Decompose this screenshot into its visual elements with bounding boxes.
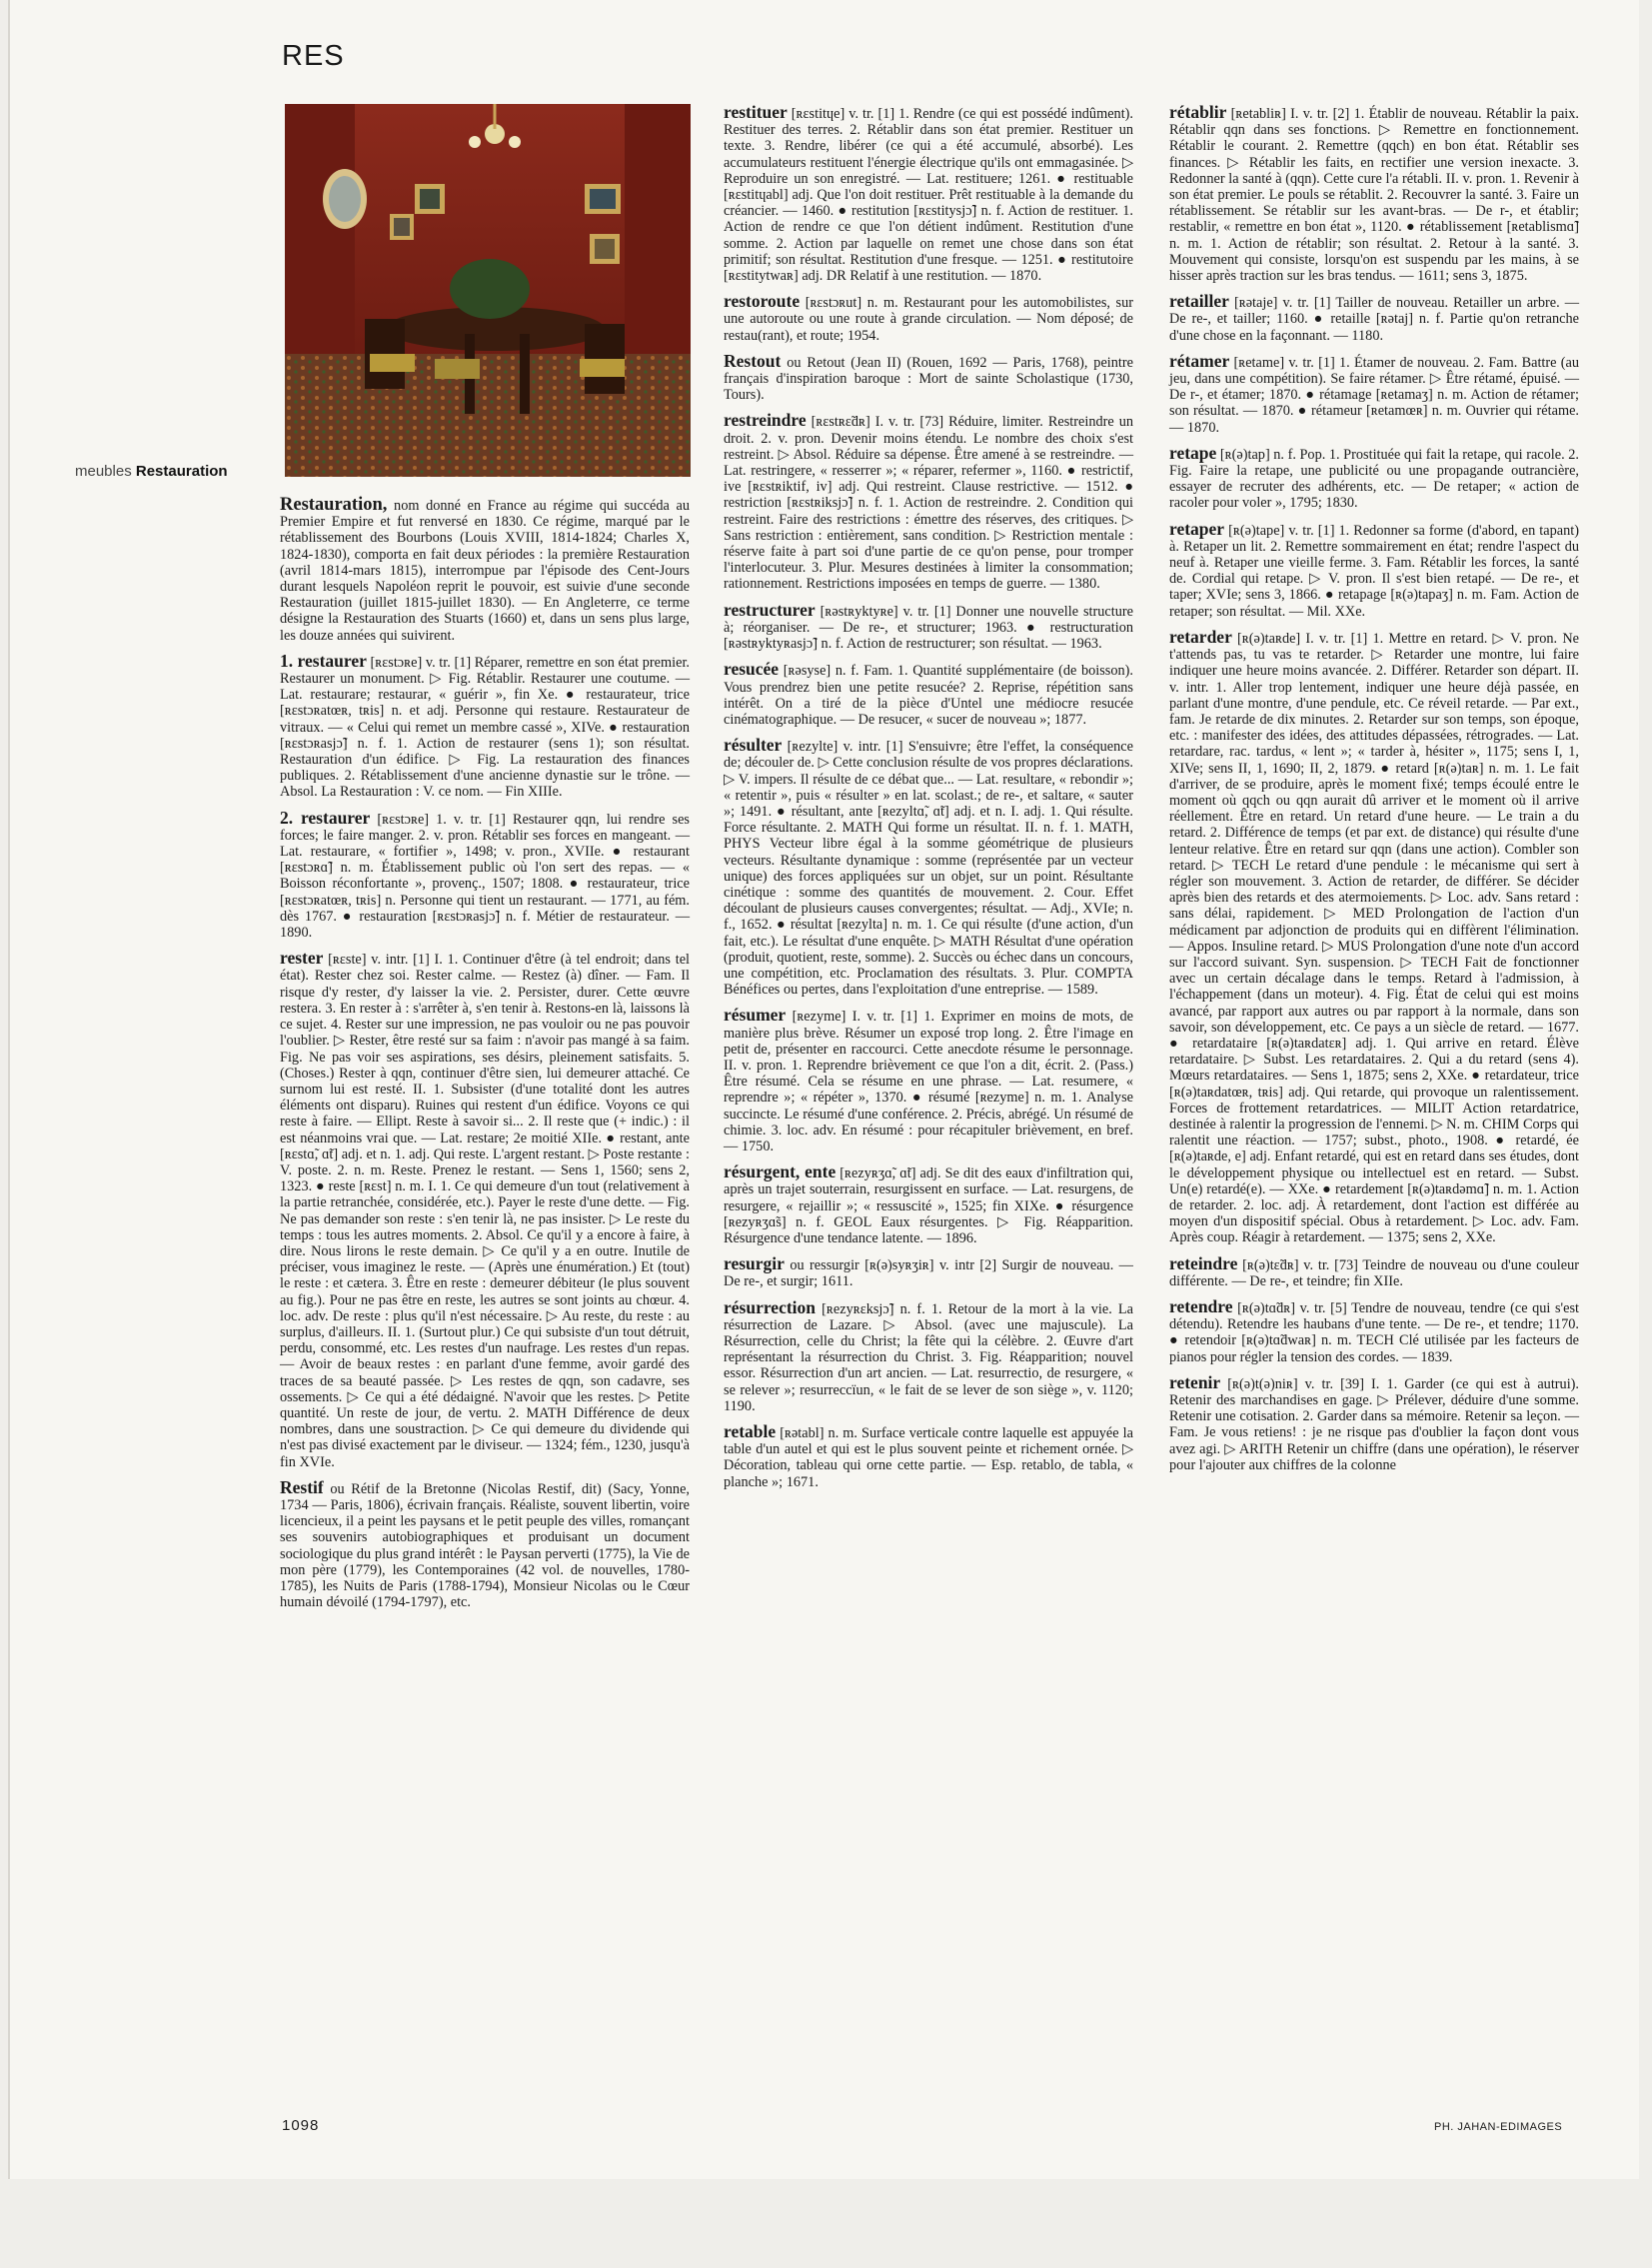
entry-definition: [ʀɛstɔʀut] n. m. Restaurant pour les automobilistes, sur une autoroute ou une route à grande circulation. — Nom déposé; de restau(rant), et route; 1954. bbox=[724, 295, 1133, 344]
entry-definition: [ʀ(ə)tap] n. f. Pop. 1. Prostituée qui fait la retape, qui racole. 2. Fig. Faire la retape, une publicité ou une propagande outrancière, essayer de recruter des adhérents, etc. — De retaper; « action de racoler pour voler », 1795; 1830. bbox=[1169, 446, 1579, 512]
entry-headword: restoroute bbox=[724, 291, 801, 312]
entry-headword: retendre bbox=[1169, 1296, 1233, 1317]
entry-headword: résulter bbox=[724, 735, 783, 756]
dictionary-entry bbox=[724, 293, 1133, 344]
entry-headword: Restout bbox=[724, 350, 782, 371]
entry-headword: resucée bbox=[724, 659, 780, 680]
dictionary-entry bbox=[1169, 518, 1579, 620]
entry-headword: Restif bbox=[280, 1476, 324, 1497]
dictionary-page bbox=[8, 0, 1639, 2179]
entry-headword: 1. restaurer bbox=[280, 650, 367, 671]
entry-headword: reteindre bbox=[1169, 1252, 1238, 1273]
dictionary-entry bbox=[1169, 1252, 1580, 1289]
entry-definition: [ʀ(ə)tape] v. tr. [1] 1. Redonner sa forme (d'abord, en tapant) à. Retaper un lit. 2. Remettre sommairement en état; rendre l'aspect du neuf à. Retaper une vieille ferme. 3. Fam. Rétablir les forces, la santé de. Cordial qui retape. ▷ V. pron. Il s'est bien retapé. — De re-, et taper; XVIe; sens 3, 1866. ● retapage [ʀ(ə)tapaʒ] n. m. Fam. Action de retaper; son résultat. — Mil. XXe. bbox=[1169, 522, 1579, 620]
dictionary-entry bbox=[724, 1163, 1133, 1246]
entry-headword: restreindre bbox=[724, 410, 807, 431]
column-1 bbox=[280, 497, 690, 1619]
entry-definition: [ʀezyʀʒɑ̃, ɑ̃t] adj. Se dit des eaux d'infiltration qui, après un trajet souterrain, resurgissent en surface. — Lat. resurgens, de resurgere, « rejaillir »; « ressuscité », 1525; fin XIXe. ● résurgence [ʀezyʀʒɑ̃s] n. f. GEOL Eaux résurgentes. ▷ Fig. Réapparition. Résurgence d'une tendance latente. — 1896. bbox=[724, 1165, 1133, 1246]
entry-definition: [ʀ(ə)t(ə)niʀ] v. tr. [39] I. 1. Garder (ce qui est à autrui). Retenir des marchandises en gage. ▷ Prélever, déduire d'une somme. Retenir une cotisation. 2. Garder dans sa mémoire. Retenir sa leçon. — Fam. Je vous retiens! : je ne risque pas d'oublier la façon dont vous avez agi. ▷ ARITH Retenir un chiffre (dans une opération), le réserver pour l'ajouter aux chiffres de la colonne bbox=[1169, 1375, 1580, 1473]
entry-definition: [ʀɛstɔʀe] 1. v. tr. [1] Restaurer qqn, lui rendre ses forces; le faire manger. 2. v. pron. Rétablir ses forces en mangeant. — Lat. restaurare, « fortifier », 1498; v. pron., XVIIe. ● restaurant [ʀɛstɔʀɑ̃] n. m. Établissement public où l'on sert des repas. — « Boisson réconfortante », provenç., 1507; 1808. ● restaurateur, trice [ʀɛstɔʀatœʀ, tʀis] n. Personne qui tient un restaurant. — 1771, au fém. dès 1767. ● restauration [ʀɛstɔʀasjɔ̃] n. f. Métier de restaurateur. — 1890. bbox=[280, 811, 690, 942]
entry-headword: retable bbox=[724, 1421, 777, 1442]
dictionary-entry bbox=[724, 737, 1133, 998]
entry-headword: 2. restaurer bbox=[280, 807, 371, 828]
entry-headword: rétablir bbox=[1169, 102, 1227, 122]
entry-definition: [ʀɛstʀɛ̃dʀ] I. v. tr. [73] Réduire, limiter. Restreindre un droit. 2. v. pron. Devenir moins étendu. Le nombre des choix s'est restreint. ▷ Absol. Réduire sa dépense. Être amené à se restreindre. — Lat. restringere, « resserrer »; « réparer, refermer », 1160. ● restrictif, ive [ʀɛstʀiktif, iv] adj. Qui restreint. Clause restrictive. — 1512. ● restriction [ʀɛstʀiksjɔ̃] n. f. 1. Action de restreindre. 2. Condition qui restreint. Faire des restrictions : émettre des réserves, des critiques. ▷ Sans restriction : entièrement, sans condition. ▷ Restriction mentale : réserve faite à part soi d'une partie de ce qu'on pense, pour tromper l'interlocuteur. 3. Plur. Mesures destinées à limiter la consommation; rationnement. Restrictions imposées en temps de guerre. — 1380. bbox=[724, 414, 1133, 593]
caption-term: Restauration bbox=[135, 463, 228, 480]
dictionary-entry bbox=[1169, 350, 1579, 436]
entry-definition: [ʀezylte] v. intr. [1] S'ensuivre; être l'effet, la conséquence de; découler de. ▷ Cette conclusion résulte de vos propres déclarations. ▷ V. impers. Il résulte de ce débat que... — Lat. resultare, « rebondir »; « retentir », puis « résulter » en lat. scolast.; de re-, et saltare, « sauter »; 1491. ● résultant, ante [ʀezyltɑ̃, ɑ̃t] adj. et n. I. adj. 1. Qui résulte. Force résultante. 2. MATH Qui forme un résultat. II. n. f. 1. MATH, PHYS Vecteur libre égal à la somme géométrique de plusieurs vecteurs. Résultante dynamique : somme (représentée par un vecteur unique) des forces appliquées sur un objet, sur un point. Résultante cinétique : somme des quantités de mouvement. 2. Cour. Effet découlant de plusieurs causes convergentes; résultat. — Adj., XVIe; n. f., 1652. ● résultat [ʀezylta] n. m. 1. Ce qui résulte (d'une action, d'un fait, etc.). Le résultat d'une enquête. ▷ MATH Résultat d'une opération (produit, quotient, reste, somme). 2. Succès ou échec dans un concours, une compétition, etc. Proclamation des résultats. 3. Plur. COMPTA Bénéfices ou pertes, dans l'exploitation d'une entreprise. — 1589. bbox=[724, 739, 1133, 999]
dictionary-entry bbox=[280, 1476, 690, 1611]
dictionary-entry bbox=[724, 412, 1133, 592]
entry-definition: [ʀ(ə)tɛ̃dʀ] v. tr. [73] Teindre de nouveau ou d'une couleur différente. — De re-, et teindre; fin XIIe. bbox=[1169, 1256, 1580, 1289]
entry-headword: retaper bbox=[1169, 518, 1225, 539]
entry-definition: [ʀezyʀɛksjɔ̃] n. f. 1. Retour de la mort à la vie. La résurrection de Lazare. ▷ Absol. (avec une majuscule). La Résurrection, celle du Christ; la fête qui la célèbre. 2. Œuvre d'art représentant la résurrection du Christ. 3. Fig. Réapparition; nouvel essor. Résurrection d'un art ancien. — Lat. resurrectio, de resurgere, « se relever »; resurreccïun, « le fait de se lever de son siège », v. 1120; 1190. bbox=[724, 1300, 1134, 1414]
entry-headword: retarder bbox=[1169, 626, 1232, 647]
dictionary-entry bbox=[280, 497, 690, 644]
dictionary-entry bbox=[724, 1296, 1134, 1414]
dictionary-entry bbox=[280, 650, 691, 801]
entry-definition: ou Retout (Jean II) (Rouen, 1692 — Paris, 1768), peintre français d'inspiration baroque : Mort de sainte Scholastique (1730, Tours). bbox=[724, 354, 1133, 404]
entry-headword: résurrection bbox=[724, 1296, 817, 1317]
photo-caption bbox=[75, 463, 228, 480]
caption-prefix: meubles bbox=[75, 463, 132, 480]
dictionary-entry bbox=[724, 1423, 1133, 1490]
entry-definition: nom donné en France au régime qui succéda au Premier Empire et fut renversé en 1830. Ce régime, marqué par le rétablissement des Bourbons (Louis XVIII, 1814-1824; Charles X, 1824-1830), comporta en fait deux périodes : la première Restauration (avril 1814-mars 1815), interrompue par l'épisode des Cent-Jours durant lesquels Napoléon reprit le pouvoir, est suivie d'une seconde Restauration (juillet 1815-juillet 1830). — En Angleterre, ce terme désigne la Restauration des Stuarts (1660) et, dans un sens plus large, les douze années qui suivirent. bbox=[280, 498, 690, 644]
dictionary-entry bbox=[724, 104, 1133, 284]
entry-headword: retailler bbox=[1169, 291, 1229, 312]
entry-headword: retenir bbox=[1169, 1371, 1221, 1392]
dictionary-entry bbox=[1169, 442, 1579, 512]
entry-definition: [ʀəsyse] n. f. Fam. 1. Quantité supplémentaire (de boisson). Vous prendrez bien une petite resucée? 2. Reprise, répétition sans intérêt. On a tiré de la pièce d'Untel une médiocre resucée cinématographique. — De resucer, « sucer de nouveau »; 1877. bbox=[724, 663, 1133, 728]
entry-definition: [ʀɛste] v. intr. [1] I. 1. Continuer d'être (à tel endroit; dans tel état). Rester chez soi. Rester calme. — Restez (à) dîner. — Fam. Il risque d'y rester, d'y laisser la vie. 2. Persister, durer. Cette œuvre restera. 3. En rester à : s'arrêter à, s'en tenir à. Restons-en là, laissons là ce sujet. 4. Rester sur une impression, ne pas vouloir ou ne pas pouvoir l'oublier. ▷ Rester, être resté sur sa faim : n'avoir pas mangé à sa faim. Fig. Ne pas voir ses aspirations, ses désirs, pleinement satisfaits. 5. (Choses.) Rester à qqn, continuer d'être sien, lui demeurer attaché. Ce surnom lui est resté. II. 1. Subsister (d'une totalité dont les autres éléments ont disparu). Ruines qui restent d'un édifice. Voyons ce qui reste à faire. — Ellipt. Reste à savoir si... 2. Il reste que (+ indic.) : il est néanmoins vrai que. — Lat. restare; 2e moitié XIIe. ● restant, ante [ʀɛstɑ̃, ɑ̃t] adj. et n. 1. adj. Qui reste. L'argent restant. ▷ Poste restante : V. poste. 2. n. m. Reste. Prenez le restant. — Sens 1, 1560; sens 2, 1323. ● reste [ʀɛst] n. m. I. 1. Ce qui demeure d'un tout (relativement à la partie retranchée, considérée, etc.). Payer le reste d'une dette. — Fig. Ne pas demander son reste : s'en tenir là, ne pas insister. ▷ Le reste du temps : tous les autres moments. 2. Absol. Ce qu'il y a encore à faire, à dire. Nous lirons le reste demain. ▷ Ce qu'il y a en outre. Inutile de préciser, vous imaginez le reste. — (Après une énumération.) Et (tout) le reste : et cætera. 3. Être en reste : demeurer débiteur (le plus souvent au fig.). Pour ne pas être en reste, les autres se sont joints au chœur. 4. loc. adv. De reste : plus qu'il n'est nécessaire. ▷ Au reste, du reste : au surplus, d'ailleurs. II. 1. (Surtout plur.) Ce qui subsiste d'un tout détruit, perdu, consommé, etc. Les restes d'un naufrage. Les restes d'un repas. — Avoir de beaux restes : en parlant d'une femme, avoir gardé des traces de sa beauté passée. ▷ Les restes de qqn, son cadavre, ses ossements. ▷ Ce qui a été dédaigné. N'avoir que les restes. ▷ Petite quantité. Un reste de jour, de vertu. 2. MATH Différence de deux nombres, dans une soustraction. ▷ Ce qui demeure du dividende qui n'est pas divisé exactement par le diviseur. — 1324; fém., 1230, jusqu'à fin XVIe. bbox=[280, 952, 691, 1470]
entry-definition: [ʀɛstitɥe] v. tr. [1] 1. Rendre (ce qui est possédé indûment). Restituer des terres. 2. Rétablir dans son état premier. Restituer un texte. 3. Rendre, libérer (ce qui a été accumulé, absorbé). Les accumulateurs restituent l'énergie électrique qu'ils ont emmagasinée. ▷ Reproduire un son enregistré. — Lat. restituere; 1261. ● restituable [ʀɛstitɥabl] adj. Que l'on doit restituer. Prêt restituable à la demande du créancier. — 1460. ● restitution [ʀɛstitysjɔ̃] n. f. Action de restituer. 1. Action de rendre ce que l'on détient indûment. Restitution d'une somme. 2. Action par laquelle on remet une chose dans son état primitif; son résultat. Restitution d'une fresque. — 1251. ● restitutoire [ʀɛstitytwaʀ] adj. DR Relatif à une restitution. — 1870. bbox=[724, 106, 1134, 285]
entry-headword: restructurer bbox=[724, 599, 816, 620]
dictionary-entry bbox=[724, 1255, 1133, 1289]
entry-headword: résumer bbox=[724, 1005, 787, 1026]
entry-definition: [ʀetame] v. tr. [1] 1. Étamer de nouveau. 2. Fam. Battre (au jeu, dans une compétition). Se faire rétamer. ▷ Être rétamé, épuisé. — De r-, et étamer; 1870. ● rétamage [ʀetamaʒ] n. m. Action de rétamer; son résultat. — 1870. ● rétameur [ʀetamœʀ] n. m. Ouvrier qui rétame. — 1870. bbox=[1169, 354, 1579, 436]
dictionary-entry bbox=[280, 807, 690, 942]
running-header: RES bbox=[282, 40, 345, 72]
column-3 bbox=[1169, 104, 1579, 1482]
entry-definition: [ʀətaje] v. tr. [1] Tailler de nouveau. Retailler un arbre. — De re-, et tailler; 1160. ● retaille [ʀətaj] n. f. Partie qu'on retranche d'une chose en la façonnant. — 1180. bbox=[1169, 295, 1579, 344]
page-number: 1098 bbox=[282, 2117, 320, 2134]
entry-headword: retape bbox=[1169, 442, 1217, 463]
dictionary-entry bbox=[1169, 104, 1579, 284]
entry-headword: restituer bbox=[724, 102, 788, 122]
entry-headword: rester bbox=[280, 948, 324, 969]
entry-headword: rétamer bbox=[1169, 350, 1230, 371]
entry-headword: Restauration, bbox=[280, 495, 388, 515]
dictionary-entry bbox=[1169, 293, 1579, 344]
entry-definition: [ʀezyme] I. v. tr. [1] 1. Exprimer en moins de mots, de manière plus brève. Résumer un exposé trop long. 2. Être l'image en petit de, présenter en raccourci. Cette anecdote résume le personnage. II. v. pron. 1. Reprendre brièvement ce que l'on a dit, écrit. 2. (Pass.) Être résumé. Cela se résume en une phrase. — Lat. resumere, « reprendre »; « répéter », 1370. ● résumé [ʀezyme] n. m. 1. Analyse succincte. Le résumé d'une conférence. 2. Précis, abrégé. Un résumé de chimie. 3. loc. adv. En résumé : pour récapituler brièvement, en bref. — 1750. bbox=[724, 1009, 1134, 1154]
entry-definition: ou Rétif de la Bretonne (Nicolas Restif, dit) (Sacy, Yonne, 1734 — Paris, 1806), écrivain français. Réaliste, souvent libertin, voire licencieux, il a peint les paysans et le petit peuple des villes, romançant ses souvenirs autobiographiques et produisant un document sociologique du plus grand intérêt : le Paysan perverti (1775), la Vie de mon père (1779), les Contemporaines (42 vol. de nouvelles, 1780-1785), les Nuits de Paris (1788-1794), Monsieur Nicolas ou le Cœur humain dévoilé (1794-1797), etc. bbox=[280, 1480, 690, 1611]
dictionary-entry bbox=[1169, 1298, 1579, 1365]
entry-definition: [ʀetabliʀ] I. v. tr. [2] 1. Établir de nouveau. Rétablir la paix. Rétablir qqn dans ses fonctions. ▷ Remettre en fonctionnement. Rétablir le courant. 2. Remettre (qqch) en bon état. Rétablir ses finances. ▷ Rétablir les faits, en rectifier une version inexacte. 3. Redonner la santé à (qqn). Cette cure l'a rétabli. II. v. pron. 1. Revenir à son état premier. Le pouls se rétablit. 2. Recouvrer la santé. 3. Faire un rétablissement. Se rétablir sur les avant-bras. — De r-, et établir; restablir, « remettre en bon état », 1120. ● rétablissement [ʀetablismɑ̃] n. m. 1. Action de rétablir; son résultat. 2. Retour à la santé. 3. Mouvement qui consiste, lorsqu'on est suspendu par les mains, à se hisser après traction sur les bras tendus. — 1611; sens 3, 1875. bbox=[1169, 106, 1579, 285]
entry-definition: [ʀɛstɔʀe] v. tr. [1] Réparer, remettre en son état premier. Restaurer un monument. ▷ Fig. Rétablir. Restaurer une coutume. — Lat. restaurare; restaurar, « guérir », fin Xe. ● restaurateur, trice [ʀɛstɔʀatœʀ, tʀis] n. et adj. Personne qui restaure. Restaurateur de vitraux. — « Celui qui remet un membre cassé », XIVe. ● restauration [ʀɛstɔʀasjɔ̃] n. f. 1. Action de restaurer (sens 1); son résultat. Restauration d'un édifice. ▷ Fig. La restauration des finances publiques. 2. Rétablissement d'une ancienne dynastie sur le trône. — Absol. La Restauration : V. ce nom. — Fin XIIIe. bbox=[280, 654, 691, 801]
column-2 bbox=[724, 104, 1133, 1499]
dictionary-entry bbox=[724, 350, 1133, 404]
entry-definition: [ʀəstʀyktyʀe] v. tr. [1] Donner une nouvelle structure à; réorganiser. — De re-, et structurer; 1963. ● restructuration [ʀəstʀyktyʀasjɔ̃] n. f. Action de restructurer; son résultat. — 1963. bbox=[724, 603, 1133, 653]
entry-definition: [ʀ(ə)taʀde] I. v. tr. [1] 1. Mettre en retard. ▷ V. pron. Ne t'attends pas, tu vas te retarder. ▷ Retarder une montre, lui faire indiquer une heure moins avancée. 2. Différer. Retarder son départ. II. v. intr. 1. Aller trop lentement, indiquer une heure déjà passée, en parlant d'une montre, d'une pendule, etc. Ce réveil retarde. — Par ext., fam. Je retarde de dix minutes. 2. Retarder sur son temps, son époque, etc. : manifester des idées, des attitudes dépassées, rétrogrades. — Lat. retardare, rac. tardus, « lent »; « tarder à, hésiter », 1175; sens I, 1, XIVe; sens II, 1, 1690; II, 2, 1879. ● retard [ʀ(ə)taʀ] n. m. 1. Le fait d'arriver, de se produire, après le moment fixé; temps écoulé entre le moment où qqch ou qqn aurait dû arriver et le moment où il arrive réellement. Être en retard. Un retard d'une heure. — Le train a du retard. 2. Différence de temps (et par ext. de distance) qui résulte d'une lenteur relative. Être en retard sur qqn (dans une action). Combler son retard. ▷ TECH Le retard d'une pendule : le mécanisme qui sert à régler son mouvement. 3. Action de retarder, de différer. Se décider après bien des retards et des atermoiements. ▷ Loc. adv. Sans retard : sans délai, rapidement. ▷ MED Prolongation de l'action d'un médicament par adjonction de produits qui en diffèrent l'élimination. — Appos. Insuline retard. ▷ MUS Prolongation d'une note d'un accord sur l'accord suivant. Syn. suspension. ▷ TECH Fait de fonctionner avec un certain décalage dans le temps. Retard à l'admission, à l'échappement (dans un moteur). 4. Fig. État de celui qui est moins avancé, par rapport aux autres ou par rapport à la normale, dans son savoir, son développement, etc. Ce pays a un siècle de retard. — 1677. ● retardataire [ʀ(ə)taʀdatɛʀ] adj. 1. Qui arrive en retard. Élève retardataire. ▷ Subst. Les retardataires. 2. Qui a du retard (sens 4). Mœurs retardataires. — Sens 1, 1875; sens 2, XXe. ● retardateur, trice [ʀ(ə)taʀdatœʀ, tʀis] adj. Qui retarde, qui provoque un ralentissement. Forces de frottement retardatrices. — MILIT Action retardatrice, destinée à ralentir la progression de l'ennemi. ▷ N. m. CHIM Corps qui ralentit une réaction. — 1757; subst., photo., 1908. ● retardé, ée [ʀ(ə)taʀde, e] adj. Enfant retardé, qui est en retard dans ses études, dont le développement physique ou intellectuel est en retard. — Subst. Un(e) retardé(e). — XXe. ● retardement [ʀ(ə)taʀdəmɑ̃] n. m. 1. Action de retarder. 2. loc. adj. À retardement, dont l'action est différée au moyen d'un dispositif spécial. Obus à retardement. ▷ Loc. adv. Fam. Après coup. Réagir à retardement. — 1375; sens 2, XXe. bbox=[1169, 630, 1579, 1246]
entry-headword: resurgir bbox=[724, 1253, 785, 1274]
dictionary-entry bbox=[1169, 626, 1579, 1246]
dictionary-entry bbox=[280, 950, 690, 1470]
dictionary-entry bbox=[724, 599, 1133, 653]
dictionary-entry bbox=[724, 1007, 1133, 1154]
entry-definition: [ʀətabl] n. m. Surface verticale contre laquelle est appuyée la table d'un autel et qui est le plus souvent peinte et richement ornée. ▷ Décoration, tableau qui orne cette partie. — Esp. retablo, de tabla, « planche »; 1671. bbox=[724, 1425, 1133, 1490]
entry-definition: [ʀ(ə)tɑ̃dʀ] v. tr. [5] Tendre de nouveau, tendre (ce qui s'est détendu). Retendre les haubans d'une tente. — De re-, et tendre; 1170. ● retendoir [ʀ(ə)tɑ̃dwaʀ] n. m. TECH Clé utilisée par les facteurs de pianos pour régler la tension des cordes. — 1839. bbox=[1169, 1300, 1580, 1365]
entry-definition: ou ressurgir [ʀ(ə)syʀʒiʀ] v. intr [2] Surgir de nouveau. — De re-, et surgir; 1611. bbox=[724, 1257, 1133, 1290]
entry-headword: résurgent, ente bbox=[724, 1161, 836, 1182]
restauration-furniture-photo bbox=[285, 104, 691, 477]
dictionary-entry bbox=[1169, 1371, 1580, 1473]
photo-credit: PH. JAHAN-EDIMAGES bbox=[1434, 2121, 1563, 2133]
dictionary-entry bbox=[724, 661, 1133, 728]
